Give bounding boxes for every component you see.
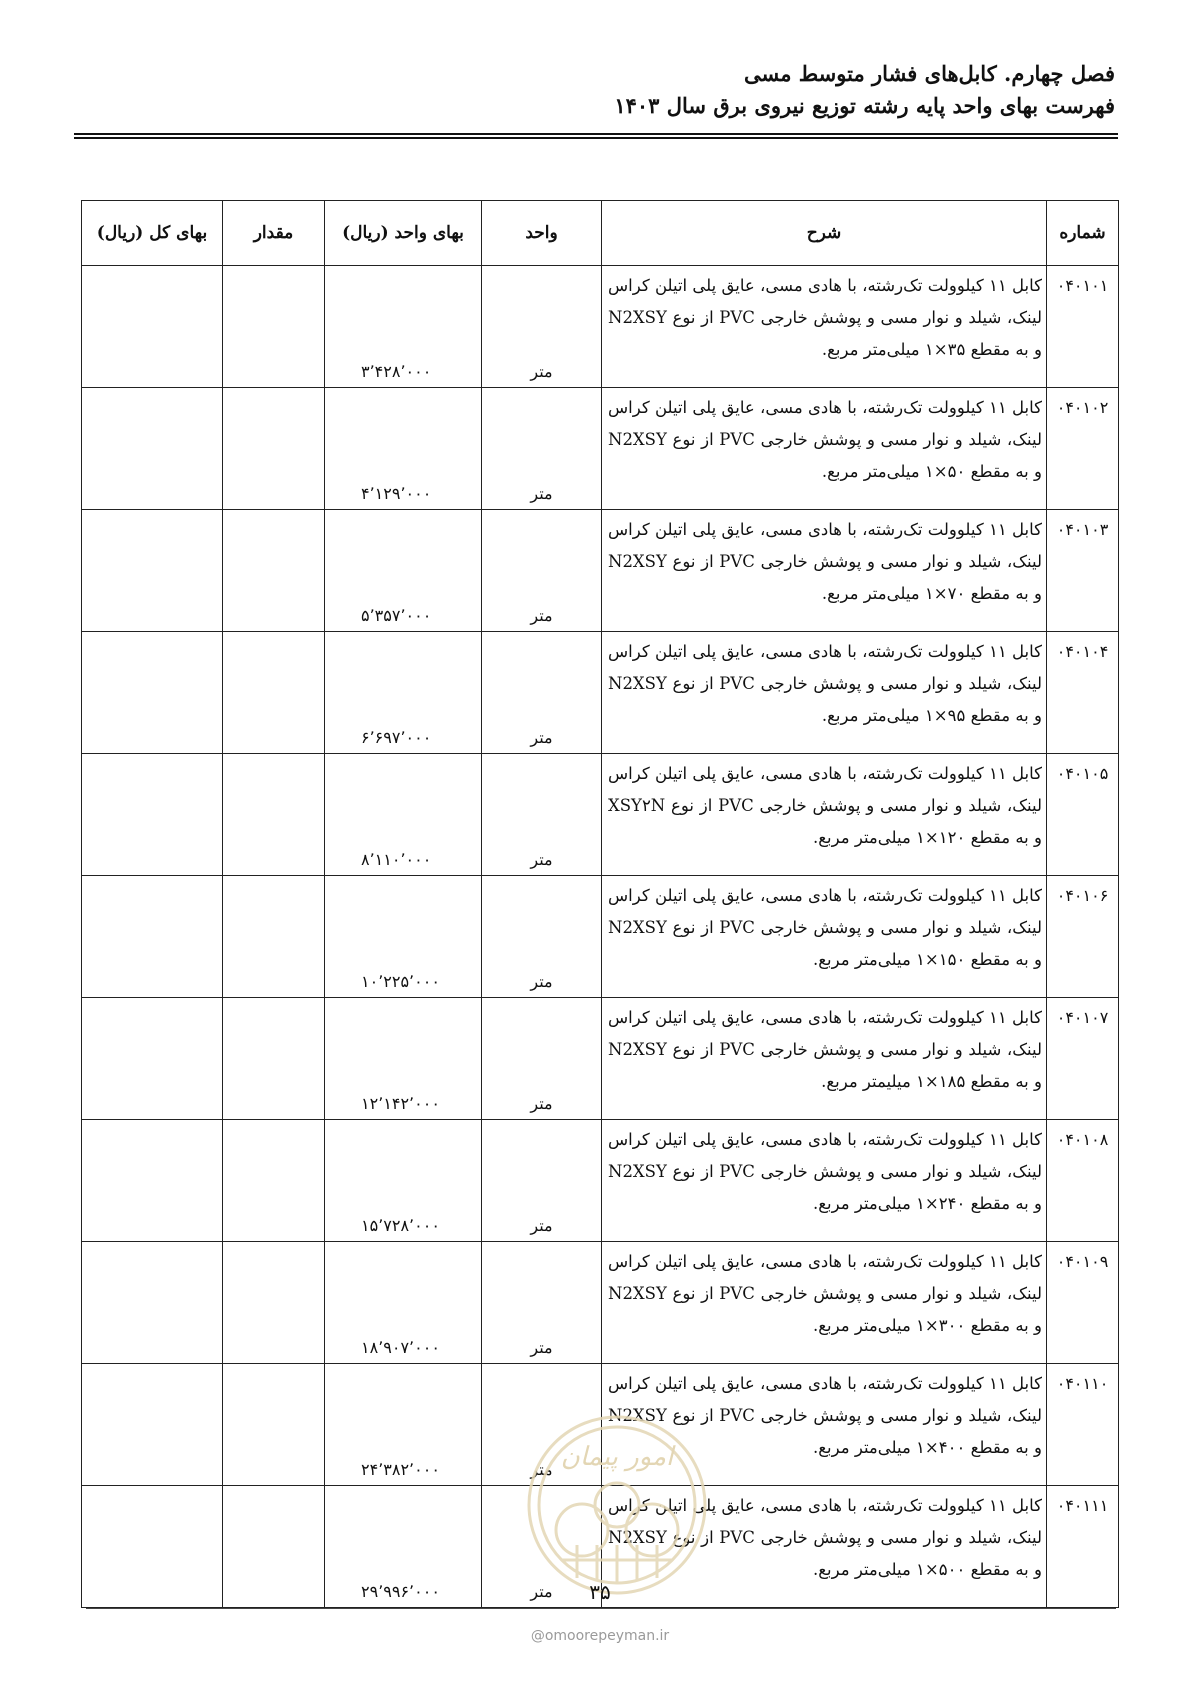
item-number: ۰۴۰۱۰۷ [1047, 998, 1119, 1120]
item-quantity [223, 1486, 325, 1608]
item-unit: متر [482, 754, 602, 876]
page-header [75, 58, 1115, 122]
item-description: کابل ۱۱ کیلوولت تک‌رشته، با هادی مسی، عایق پلی اتیلن کراس لینک، شیلد و نوار مسی و پوشش خارجی PVC از نوع N2XSY و به مقطع ۷۰×۱ میلی‌متر مربع. [602, 510, 1047, 632]
item-number: ۰۴۰۱۰۳ [1047, 510, 1119, 632]
item-number: ۰۴۰۱۰۶ [1047, 876, 1119, 998]
item-number: ۰۴۰۱۰۲ [1047, 388, 1119, 510]
watermark-seal [522, 1410, 712, 1600]
item-quantity [223, 266, 325, 388]
item-number: ۰۴۰۱۱۰ [1047, 1364, 1119, 1486]
item-description: کابل ۱۱ کیلوولت تک‌رشته، با هادی مسی، عایق پلی اتیلن کراس لینک، شیلد و نوار مسی و پوشش خارجی PVC از نوع N2XSY و به مقطع ۹۵×۱ میلی‌متر مربع. [602, 632, 1047, 754]
header-divider [74, 133, 1118, 135]
website-watermark: @omoorepeyman.ir [530, 1628, 670, 1644]
item-unit-price: ۲۴٬۳۸۲٬۰۰۰ [325, 1364, 482, 1486]
column-header-unit: واحد [482, 201, 602, 266]
table-row [82, 632, 1119, 754]
item-total-price [82, 876, 223, 998]
item-total-price [82, 510, 223, 632]
item-quantity [223, 510, 325, 632]
column-header-total-price: بهای کل (ریال) [82, 201, 223, 266]
table-header-row [82, 201, 1119, 266]
watermark-seal-text: امور پیمان [560, 1442, 674, 1472]
item-unit: متر [482, 632, 602, 754]
document-subtitle: فهرست بهای واحد پایه رشته توزیع نیروی برق سال ۱۴۰۳ [614, 93, 1115, 118]
item-unit-price: ۵٬۳۵۷٬۰۰۰ [325, 510, 482, 632]
item-description: کابل ۱۱ کیلوولت تک‌رشته، با هادی مسی، عایق پلی اتیلن کراس لینک، شیلد و نوار مسی و پوشش خارجی PVC از نوع N2XSY و به مقطع ۴۰۰×۱ میلی‌متر مربع. [602, 1364, 1047, 1486]
item-description: کابل ۱۱ کیلوولت تک‌رشته، با هادی مسی، عایق پلی اتیلن کراس لینک، شیلد و نوار مسی و پوشش خارجی PVC از نوع N2XSY و به مقطع ۳۵×۱ میلی‌متر مربع. [602, 266, 1047, 388]
item-quantity [223, 632, 325, 754]
item-total-price [82, 998, 223, 1120]
item-description: کابل ۱۱ کیلوولت تک‌رشته، با هادی مسی، عایق پلی اتیلن کراس لینک، شیلد و نوار مسی و پوشش خارجی PVC از نوع N2XSY و به مقطع ۱۵۰×۱ میلی‌متر مربع. [602, 876, 1047, 998]
item-total-price [82, 388, 223, 510]
item-total-price [82, 1486, 223, 1608]
item-quantity [223, 876, 325, 998]
item-unit-price: ۲۹٬۹۹۶٬۰۰۰ [325, 1486, 482, 1608]
item-unit: متر [482, 876, 602, 998]
item-description: کابل ۱۱ کیلوولت تک‌رشته، با هادی مسی، عایق پلی اتیلن کراس لینک، شیلد و نوار مسی و پوشش خارجی PVC از نوع N2XSY و به مقطع ۲۴۰×۱ میلی‌متر مربع. [602, 1120, 1047, 1242]
item-total-price [82, 1364, 223, 1486]
item-unit-price: ۱۵٬۷۲۸٬۰۰۰ [325, 1120, 482, 1242]
column-header-quantity: مقدار [223, 201, 325, 266]
item-description: کابل ۱۱ کیلوولت تک‌رشته، با هادی مسی، عایق پلی اتیلن کراس لینک، شیلد و نوار مسی و پوشش خارجی PVC از نوع N2XSY و به مقطع ۵۰×۱ میلی‌متر مربع. [602, 388, 1047, 510]
table-row [82, 510, 1119, 632]
item-unit: متر [482, 1242, 602, 1364]
item-unit: متر [482, 388, 602, 510]
item-unit: متر [482, 1364, 602, 1486]
table-row [82, 1120, 1119, 1242]
item-quantity [223, 1364, 325, 1486]
table-row [82, 998, 1119, 1120]
item-number: ۰۴۰۱۰۸ [1047, 1120, 1119, 1242]
item-unit-price: ۴٬۱۲۹٬۰۰۰ [325, 388, 482, 510]
item-total-price [82, 632, 223, 754]
item-quantity [223, 388, 325, 510]
item-unit-price: ۶٬۶۹۷٬۰۰۰ [325, 632, 482, 754]
item-unit: متر [482, 998, 602, 1120]
item-total-price [82, 1120, 223, 1242]
table-row [82, 1242, 1119, 1364]
item-quantity [223, 1120, 325, 1242]
page-number: ۳۵ [589, 1580, 611, 1604]
table-row [82, 754, 1119, 876]
price-table [81, 200, 1119, 1608]
item-number: ۰۴۰۱۰۴ [1047, 632, 1119, 754]
table-row [82, 266, 1119, 388]
item-quantity [223, 1242, 325, 1364]
table-row [82, 388, 1119, 510]
item-total-price [82, 754, 223, 876]
item-unit-price: ۱۸٬۹۰۷٬۰۰۰ [325, 1242, 482, 1364]
item-unit: متر [482, 266, 602, 388]
item-total-price [82, 266, 223, 388]
item-total-price [82, 1242, 223, 1364]
item-quantity [223, 754, 325, 876]
table-row [82, 876, 1119, 998]
chapter-title: فصل چهارم. کابل‌های فشار متوسط مسی [743, 61, 1115, 86]
item-description: کابل ۱۱ کیلوولت تک‌رشته، با هادی مسی، عایق پلی اتیلن کراس لینک، شیلد و نوار مسی و پوشش خارجی PVC از نوع N2XSY و به مقطع ۵۰۰×۱ میلی‌متر مربع. [602, 1486, 1047, 1608]
item-number: ۰۴۰۱۰۹ [1047, 1242, 1119, 1364]
item-unit: متر [482, 1120, 602, 1242]
item-unit-price: ۱۲٬۱۴۲٬۰۰۰ [325, 998, 482, 1120]
item-unit-price: ۱۰٬۲۲۵٬۰۰۰ [325, 876, 482, 998]
footer-divider [86, 1608, 1116, 1609]
column-header-unit-price: بهای واحد (ریال) [325, 201, 482, 266]
item-quantity [223, 998, 325, 1120]
column-header-number: شماره [1047, 201, 1119, 266]
item-description: کابل ۱۱ کیلوولت تک‌رشته، با هادی مسی، عایق پلی اتیلن کراس لینک، شیلد و نوار مسی و پوشش خارجی PVC از نوع N2XSY و به مقطع ۱۸۵×۱ میلیمتر مربع. [602, 998, 1047, 1120]
header-divider-secondary [74, 137, 1118, 139]
column-header-description: شرح [602, 201, 1047, 266]
item-unit-price: ۸٬۱۱۰٬۰۰۰ [325, 754, 482, 876]
item-unit: متر [482, 1486, 602, 1608]
item-unit: متر [482, 510, 602, 632]
item-number: ۰۴۰۱۰۵ [1047, 754, 1119, 876]
item-number: ۰۴۰۱۰۱ [1047, 266, 1119, 388]
item-number: ۰۴۰۱۱۱ [1047, 1486, 1119, 1608]
item-description: کابل ۱۱ کیلوولت تک‌رشته، با هادی مسی، عایق پلی اتیلن کراس لینک، شیلد و نوار مسی و پوشش خارجی PVC از نوع N2XSY و به مقطع ۳۰۰×۱ میلی‌متر مربع. [602, 1242, 1047, 1364]
item-unit-price: ۳٬۴۲۸٬۰۰۰ [325, 266, 482, 388]
item-description: کابل ۱۱ کیلوولت تک‌رشته، با هادی مسی، عایق پلی اتیلن کراس لینک، شیلد و نوار مسی و پوشش خارجی PVC از نوع XSY۲N و به مقطع ۱۲۰×۱ میلی‌متر مربع. [602, 754, 1047, 876]
